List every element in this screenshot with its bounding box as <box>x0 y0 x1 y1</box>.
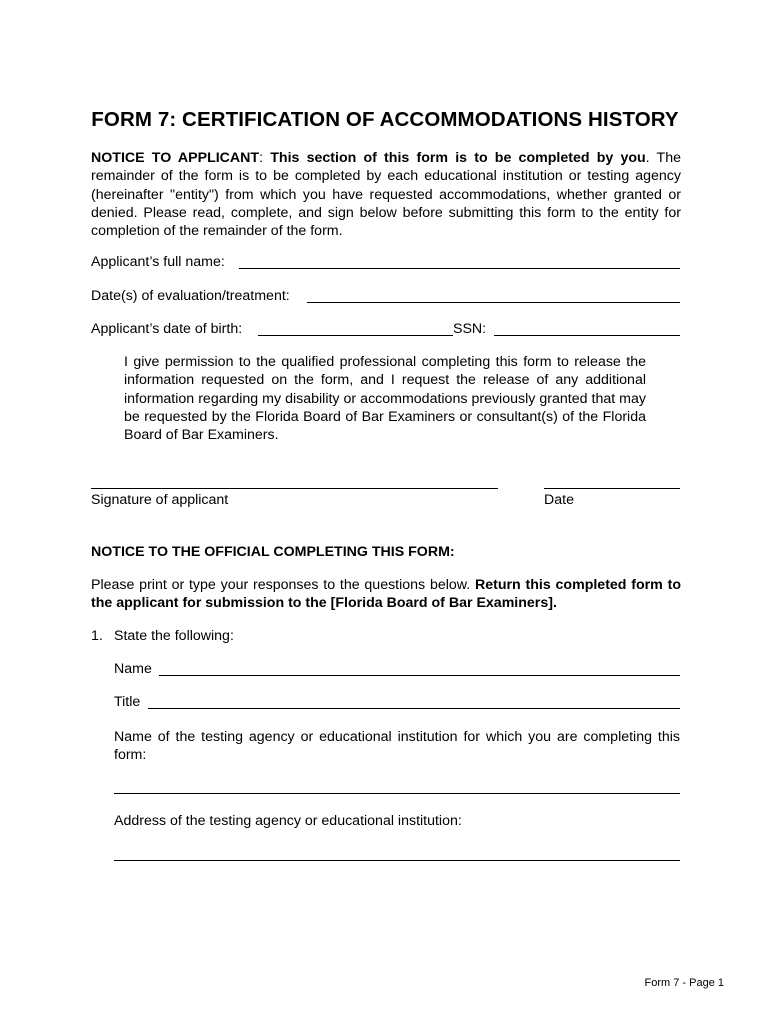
notice-official-heading: NOTICE TO THE OFFICIAL COMPLETING THIS FORM: <box>91 544 455 560</box>
ssn-label: SSN: <box>453 321 487 337</box>
signature-label: Signature of applicant <box>91 492 229 508</box>
official-name-label: Name <box>114 661 152 677</box>
notice-to-applicant <box>91 149 681 240</box>
notice-applicant-emphasis: This section of this form is to be completed by you <box>270 150 646 166</box>
question-1-prompt: State the following: <box>114 628 234 644</box>
institution-address-label: Address of the testing agency or educational institution: <box>114 813 462 829</box>
notice-official-intro: Please print or type your responses to the questions below. <box>91 577 475 593</box>
question-1-number: 1. <box>91 628 103 644</box>
evaluation-dates-label: Date(s) of evaluation/treatment: <box>91 288 290 304</box>
signature-line[interactable] <box>91 488 498 489</box>
notice-applicant-label: NOTICE TO APPLICANT <box>91 150 260 166</box>
permission-statement: I give permission to the qualified professional completing this form to release the information requested on the form, and I request the release of any additional information regarding my disability or accommodations previously granted that may be requested by the Florida Board of Bar Examiners or consultant(s) of the Florida Board of Bar Examiners. <box>124 354 646 444</box>
dob-label: Applicant’s date of birth: <box>91 321 243 337</box>
signature-date-line[interactable] <box>544 488 680 489</box>
ssn-field[interactable] <box>494 335 680 336</box>
evaluation-dates-field[interactable] <box>307 302 680 303</box>
page-footer: Form 7 - Page 1 <box>644 977 724 989</box>
full-name-label: Applicant’s full name: <box>91 254 225 270</box>
official-title-field[interactable] <box>148 708 680 709</box>
institution-name-label: Name of the testing agency or educational institution for which you are completing this form: <box>114 729 680 764</box>
official-title-label: Title <box>114 694 141 710</box>
form-title: FORM 7: CERTIFICATION OF ACCOMMODATIONS HISTORY <box>91 108 679 131</box>
institution-name-field[interactable] <box>114 793 680 794</box>
notice-official-text <box>91 576 681 613</box>
notice-applicant-colon: : <box>259 150 264 166</box>
notice-applicant-body: . The remainder of the form is to be completed by each educational institution or testing agency (hereinafter "entity") from which you have requested accommodations, whether granted or denied. Please read, complete, and sign below before submitting this form to the entity for completion of the remainder of the form. <box>91 150 681 240</box>
official-name-field[interactable] <box>159 675 680 676</box>
notice-official-emphasis: Return this completed form to the applicant for submission to the [Florida Board of Bar Examiners]. <box>91 577 681 612</box>
full-name-field[interactable] <box>239 268 680 269</box>
signature-date-label: Date <box>544 492 574 508</box>
dob-field[interactable] <box>258 335 453 336</box>
institution-address-field[interactable] <box>114 860 680 861</box>
